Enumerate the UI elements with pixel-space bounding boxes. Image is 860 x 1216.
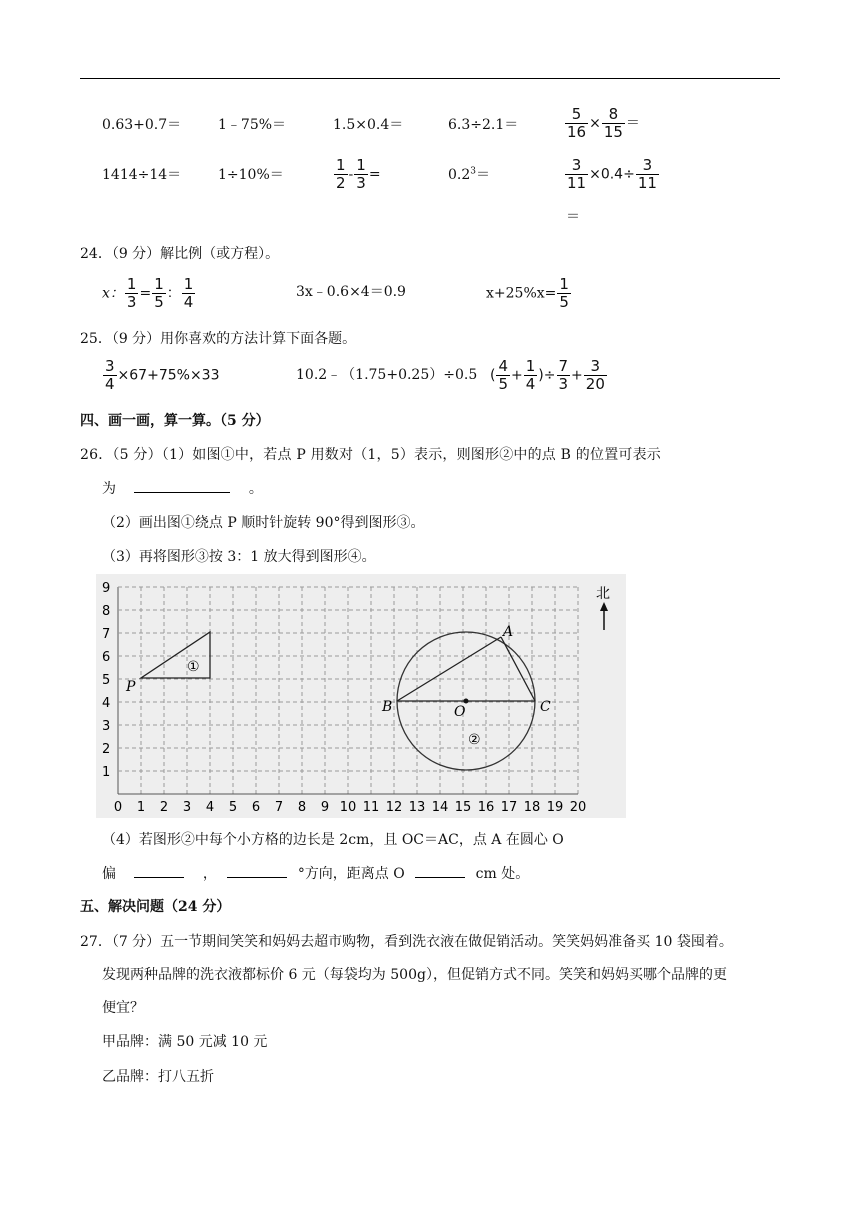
x-tick-label: 17 bbox=[500, 800, 518, 815]
q26-line: （2）画出图①绕点 P 顺时针旋转 90°得到图形③。 bbox=[102, 515, 425, 531]
calc-item-fraction: $\frac{5}{16}$ × $\frac{8}{15}$ ＝ bbox=[567, 105, 640, 141]
calc-item-fraction: $\frac{3}{11}$ ×0.4÷ $\frac{3}{11}$ bbox=[567, 156, 657, 192]
center-point-o bbox=[464, 699, 469, 704]
q26-line: （3）再将图形③按 3：1 放大得到图形④。 bbox=[102, 549, 376, 565]
y-tick-labels bbox=[102, 581, 110, 780]
q25-part2: 10.2﹣（1.75+0.25）÷0.5 bbox=[296, 367, 478, 383]
calc-item: 6.3÷2.1＝ bbox=[448, 117, 519, 133]
calc-item: 1÷10%＝ bbox=[218, 167, 284, 183]
q25-part1: $\frac{3}{4}$ ×67+75%×33 bbox=[105, 357, 220, 393]
x-tick-label: 7 bbox=[274, 800, 284, 815]
q26-line: 26．（5 分）（1）如图①中，若点 P 用数对（1，5）表示，则图形②中的点 B 的位置可表示 bbox=[80, 447, 662, 463]
y-tick-label: 8 bbox=[102, 604, 111, 619]
calc-item-fraction: $\frac{1}{2}$ - $\frac{1}{3}$ = bbox=[336, 156, 381, 192]
answer-blank[interactable] bbox=[227, 877, 287, 878]
x-tick-label: 16 bbox=[477, 800, 495, 815]
x-tick-label: 15 bbox=[454, 800, 472, 815]
point-label-p: P bbox=[126, 679, 136, 695]
north-label: 北 bbox=[596, 586, 610, 602]
answer-blank[interactable] bbox=[134, 492, 230, 493]
y-tick-label: 9 bbox=[102, 581, 111, 596]
q26-line: 为 。 bbox=[102, 481, 263, 497]
y-tick-label: 1 bbox=[102, 765, 111, 780]
x-tick-label: 6 bbox=[251, 800, 261, 815]
x-tick-label: 4 bbox=[205, 800, 215, 815]
x-tick-labels bbox=[114, 800, 586, 815]
q26-line: （4）若图形②中每个小方格的边长是 2cm，且 OC＝AC，点 A 在圆心 O bbox=[102, 832, 564, 848]
x-tick-label: 8 bbox=[297, 800, 307, 815]
x-tick-label: 2 bbox=[159, 800, 169, 815]
answer-blank[interactable] bbox=[415, 877, 465, 878]
x-tick-label: 11 bbox=[362, 800, 380, 815]
y-tick-label: 7 bbox=[102, 627, 111, 642]
q24-part3: x+25%x= $\frac{1}{5}$ bbox=[486, 275, 569, 311]
question-24-title: 24．（9 分）解比例（或方程）。 bbox=[80, 246, 280, 262]
calc-item: 0.63+0.7＝ bbox=[102, 117, 182, 133]
y-tick-label: 3 bbox=[102, 719, 111, 734]
answer-blank[interactable] bbox=[134, 877, 184, 878]
grid-figure bbox=[96, 574, 626, 818]
q27-brand-b: 乙品牌：打八五折 bbox=[102, 1069, 214, 1085]
x-tick-label: 3 bbox=[182, 800, 192, 815]
x-tick-label: 0 bbox=[113, 800, 123, 815]
shape-label-2: ② bbox=[468, 732, 481, 748]
y-tick-label: 4 bbox=[102, 696, 111, 711]
x-tick-label: 5 bbox=[228, 800, 238, 815]
y-tick-label: 5 bbox=[102, 673, 111, 688]
calc-item: 1﹣75%＝ bbox=[218, 117, 287, 133]
x-tick-label: 13 bbox=[408, 800, 426, 815]
point-label-o: O bbox=[454, 704, 466, 720]
x-tick-label: 20 bbox=[569, 800, 587, 815]
x-tick-label: 14 bbox=[431, 800, 449, 815]
x-tick-label: 12 bbox=[385, 800, 403, 815]
q25-part3: ( $\frac{4}{5}$ + $\frac{1}{4}$ )÷ $\frac{7}{3}$ + $\frac{3}{20}$ bbox=[490, 357, 605, 393]
y-tick-label: 2 bbox=[102, 742, 111, 757]
x-tick-label: 19 bbox=[546, 800, 564, 815]
calc-item: 1.5×0.4＝ bbox=[333, 117, 404, 133]
point-label-a: A bbox=[503, 624, 514, 640]
section-heading: 五、解决问题（24 分） bbox=[80, 899, 231, 915]
q27-line: 27．（7 分）五一节期间笑笑和妈妈去超市购物，看到洗衣液在做促销活动。笑笑妈妈准备买 10 袋囤着。 bbox=[80, 934, 733, 950]
q26-line: 偏 ， °方向，距离点 O cm 处。 bbox=[102, 866, 530, 882]
calc-equals: ＝ bbox=[566, 209, 580, 225]
question-25-title: 25．（9 分）用你喜欢的方法计算下面各题。 bbox=[80, 331, 357, 347]
x-tick-label: 1 bbox=[136, 800, 146, 815]
calc-item: 1414÷14＝ bbox=[102, 167, 182, 183]
point-label-c: C bbox=[540, 699, 551, 715]
x-tick-label: 18 bbox=[523, 800, 541, 815]
q24-part1: x： $\frac{1}{3}$ = $\frac{1}{5}$ ： $\frac{1}{4}$ bbox=[102, 275, 194, 311]
x-tick-label: 9 bbox=[320, 800, 330, 815]
point-label-b: B bbox=[382, 699, 393, 715]
y-tick-label: 6 bbox=[102, 650, 111, 665]
calc-item: $0.2^3=$ bbox=[448, 166, 490, 183]
q27-brand-a: 甲品牌：满 50 元减 10 元 bbox=[102, 1034, 268, 1050]
shape-label-1: ① bbox=[187, 659, 200, 675]
q27-line: 便宜？ bbox=[102, 1000, 144, 1016]
x-tick-label: 10 bbox=[339, 800, 357, 815]
figure-background bbox=[96, 574, 626, 818]
q27-line: 发现两种品牌的洗衣液都标价 6 元（每袋均为 500g），但促销方式不同。笑笑和妈妈买哪个品牌的更 bbox=[102, 967, 727, 983]
section-heading: 四、画一画，算一算。（5 分） bbox=[80, 413, 270, 429]
header-rule bbox=[80, 78, 780, 79]
q24-part2: 3x﹣0.6×4＝0.9 bbox=[296, 284, 406, 300]
